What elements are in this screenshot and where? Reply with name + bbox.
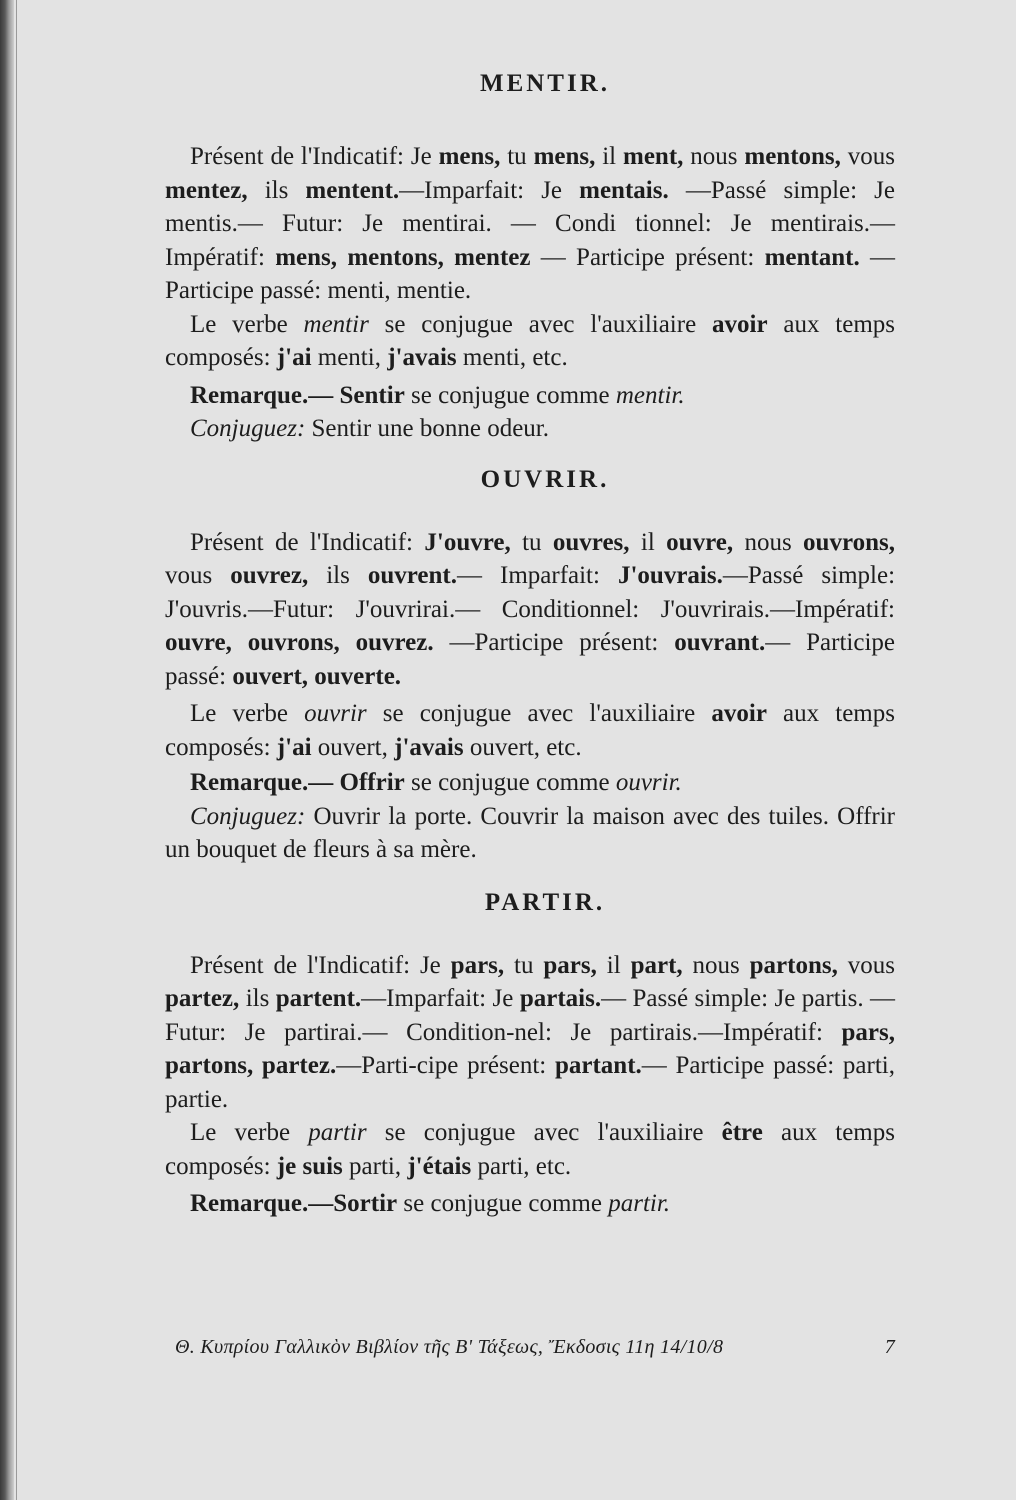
text-run: nous <box>733 528 804 556</box>
text-run: se conjugue avec l'auxiliaire <box>366 1119 722 1146</box>
italic-word: partir. <box>608 1190 671 1217</box>
bold-verb-form: ouvrant. <box>674 629 766 656</box>
text-run: Le verbe <box>190 700 305 727</box>
bold-verb-form: être <box>721 1119 763 1146</box>
text-run: se conjugue comme <box>397 1190 609 1217</box>
section-ouvrir <box>165 466 895 867</box>
text-run: aux temps composés: <box>165 700 895 761</box>
text-run: menti, etc. <box>456 344 568 371</box>
conjugation-paragraph <box>165 526 895 694</box>
text-run: il <box>595 143 623 170</box>
section-partir <box>165 889 895 1221</box>
bold-verb-form: j'étais <box>407 1152 472 1180</box>
text-run: —Imparfait: Je <box>361 985 520 1012</box>
text-run: aux temps composés: <box>165 1119 895 1180</box>
footer-imprint <box>175 1336 895 1359</box>
bold-verb-form: j'ai <box>276 344 312 371</box>
bold-verb-form: pars, <box>543 951 597 979</box>
bold-verb-form: partent. <box>275 985 362 1012</box>
bold-verb-form: j'avais <box>387 344 457 371</box>
bold-verb-form: mentons, <box>744 143 841 170</box>
bold-verb-form: Remarque.—Sortir <box>190 1190 398 1217</box>
text-run: parti, <box>342 1152 408 1180</box>
remark-paragraph <box>165 1187 895 1221</box>
exercise-paragraph <box>165 800 895 867</box>
bold-verb-form: mens, <box>533 143 596 170</box>
footer-text: Θ. Κυπρίου Γαλλικὸν Βιβλίον τῆς Β' Τάξεως, Ἔκδοσις 11η 14/10/8 <box>175 1336 724 1358</box>
bold-verb-form: avoir <box>712 310 768 338</box>
italic-word: Conjuguez: <box>190 415 306 442</box>
text-run: tu <box>504 951 544 979</box>
bold-verb-form: ouvres, <box>552 528 630 556</box>
text-run: se conjugue comme <box>404 769 616 796</box>
text-run: ouvert, <box>311 733 395 761</box>
bold-verb-form: ouvrez, <box>230 562 309 589</box>
text-run: — Participe passé: menti, mentie. <box>165 243 896 304</box>
bold-verb-form: J'ouvre, <box>424 528 511 556</box>
auxiliary-paragraph <box>165 308 895 375</box>
text-run: ils <box>247 176 306 204</box>
conjugation-paragraph <box>165 140 895 308</box>
section-title: OUVRIR. <box>480 465 610 493</box>
exercise-paragraph <box>165 412 895 446</box>
page-binding-edge <box>0 0 14 1500</box>
text-run: — Passé simple: Je partis. —Futur: Je partirai.— Condition-nel: Je partirais.—Impératif: <box>165 985 895 1046</box>
bold-verb-form: ouvre, <box>666 528 734 556</box>
bold-verb-form: avoir <box>711 700 767 727</box>
text-run: ils <box>308 562 368 589</box>
bold-verb-form: Remarque.— Offrir <box>190 769 405 796</box>
text-run: Sentir une bonne odeur. <box>305 415 549 442</box>
text-run: —Participe présent: <box>433 629 675 656</box>
page-content <box>165 70 895 1221</box>
text-run: vous <box>837 951 895 979</box>
bold-verb-form: j'ai <box>276 733 312 761</box>
remark-paragraph <box>165 379 895 413</box>
italic-word: mentir. <box>615 381 685 409</box>
text-run: aux temps composés: <box>165 310 895 371</box>
bold-verb-form: ment, <box>623 143 684 170</box>
text-run: ouvert, etc. <box>463 733 582 761</box>
bold-verb-form: mens, <box>438 143 501 170</box>
remark-paragraph <box>165 766 895 800</box>
text-run: nous <box>683 143 745 170</box>
bold-verb-form: j'avais <box>394 733 464 761</box>
auxiliary-paragraph <box>165 1116 895 1183</box>
bold-verb-form: je suis <box>276 1152 343 1180</box>
text-run: se conjugue avec l'auxiliaire <box>366 700 712 727</box>
bold-verb-form: mentais. <box>579 176 669 204</box>
italic-word: ouvrir <box>304 700 367 727</box>
bold-verb-form: ouvrent. <box>367 562 457 589</box>
text-run: —Passé simple: J'ouvris.—Futur: J'ouvrirai.— Conditionnel: J'ouvrirais.—Impératif: <box>165 562 896 623</box>
conjugation-paragraph <box>165 949 895 1117</box>
text-run: Le verbe <box>190 310 304 338</box>
auxiliary-paragraph <box>165 697 895 764</box>
text-run: ils <box>239 985 276 1012</box>
text-run: Présent de l'Indicatif: Je <box>190 143 439 170</box>
bold-verb-form: Remarque.— Sentir <box>190 381 405 409</box>
bold-verb-form: mentent. <box>305 176 400 204</box>
bold-verb-form: mentant. <box>764 243 860 271</box>
text-run: —Passé simple: Je mentis.— Futur: Je mentirai. — Condi tionnel: Je mentirais.— Impératif: <box>165 176 896 271</box>
text-run: tu <box>510 528 553 556</box>
text-run: Présent de l'Indicatif: Je <box>190 951 451 979</box>
bold-verb-form: mentez, <box>165 176 248 204</box>
text-run: Le verbe <box>190 1119 309 1146</box>
text-run: — Participe passé: <box>165 629 895 690</box>
text-run: vous <box>840 143 896 170</box>
section-title: PARTIR. <box>484 888 606 916</box>
bold-verb-form: part, <box>630 951 683 979</box>
text-run: tu <box>500 143 534 170</box>
text-run: — Imparfait: <box>457 562 618 589</box>
bold-verb-form: partais. <box>519 985 602 1012</box>
text-run: menti, <box>311 344 388 371</box>
italic-word: ouvrir. <box>615 769 682 796</box>
text-run: nous <box>682 951 750 979</box>
text-run: —Imparfait: Je <box>399 176 580 204</box>
text-run: vous <box>165 562 231 589</box>
text-run: — Participe passé: parti, partie. <box>165 1052 895 1113</box>
text-run: — Participe présent: <box>530 243 765 271</box>
text-run: parti, etc. <box>471 1152 572 1180</box>
section-title: MENTIR. <box>479 70 611 97</box>
italic-word: Conjuguez: <box>190 802 306 830</box>
bold-verb-form: ouvrons, <box>803 528 895 556</box>
bold-verb-form: partez, <box>165 985 240 1012</box>
page-number: 7 <box>884 1336 895 1358</box>
italic-word: partir <box>308 1119 367 1146</box>
section-mentir <box>165 70 895 446</box>
bold-verb-form: ouvre, ouvrons, ouvrez. <box>165 629 434 656</box>
text-run: il <box>629 528 667 556</box>
italic-word: mentir <box>303 310 369 338</box>
bold-verb-form: ouvert, ouverte. <box>232 662 402 690</box>
text-run: Ouvrir la porte. Couvrir la maison avec des tuiles. Offrir un bouquet de fleurs à sa mère. <box>165 802 895 863</box>
bold-verb-form: mens, mentons, mentez <box>275 243 531 271</box>
bold-verb-form: partant. <box>554 1052 642 1079</box>
bold-verb-form: pars, <box>450 951 505 979</box>
page-edge-line <box>16 0 17 1500</box>
text-run: Présent de l'Indicatif: <box>190 528 425 556</box>
bold-verb-form: J'ouvrais. <box>617 562 723 589</box>
text-run: se conjugue comme <box>404 381 616 409</box>
bold-verb-form: partons, <box>749 951 838 979</box>
text-run: il <box>596 951 631 979</box>
bold-verb-form: pars, partons, partez. <box>165 1018 895 1079</box>
text-run: —Parti-cipe présent: <box>336 1052 555 1079</box>
text-run: se conjugue avec l'auxiliaire <box>368 310 712 338</box>
